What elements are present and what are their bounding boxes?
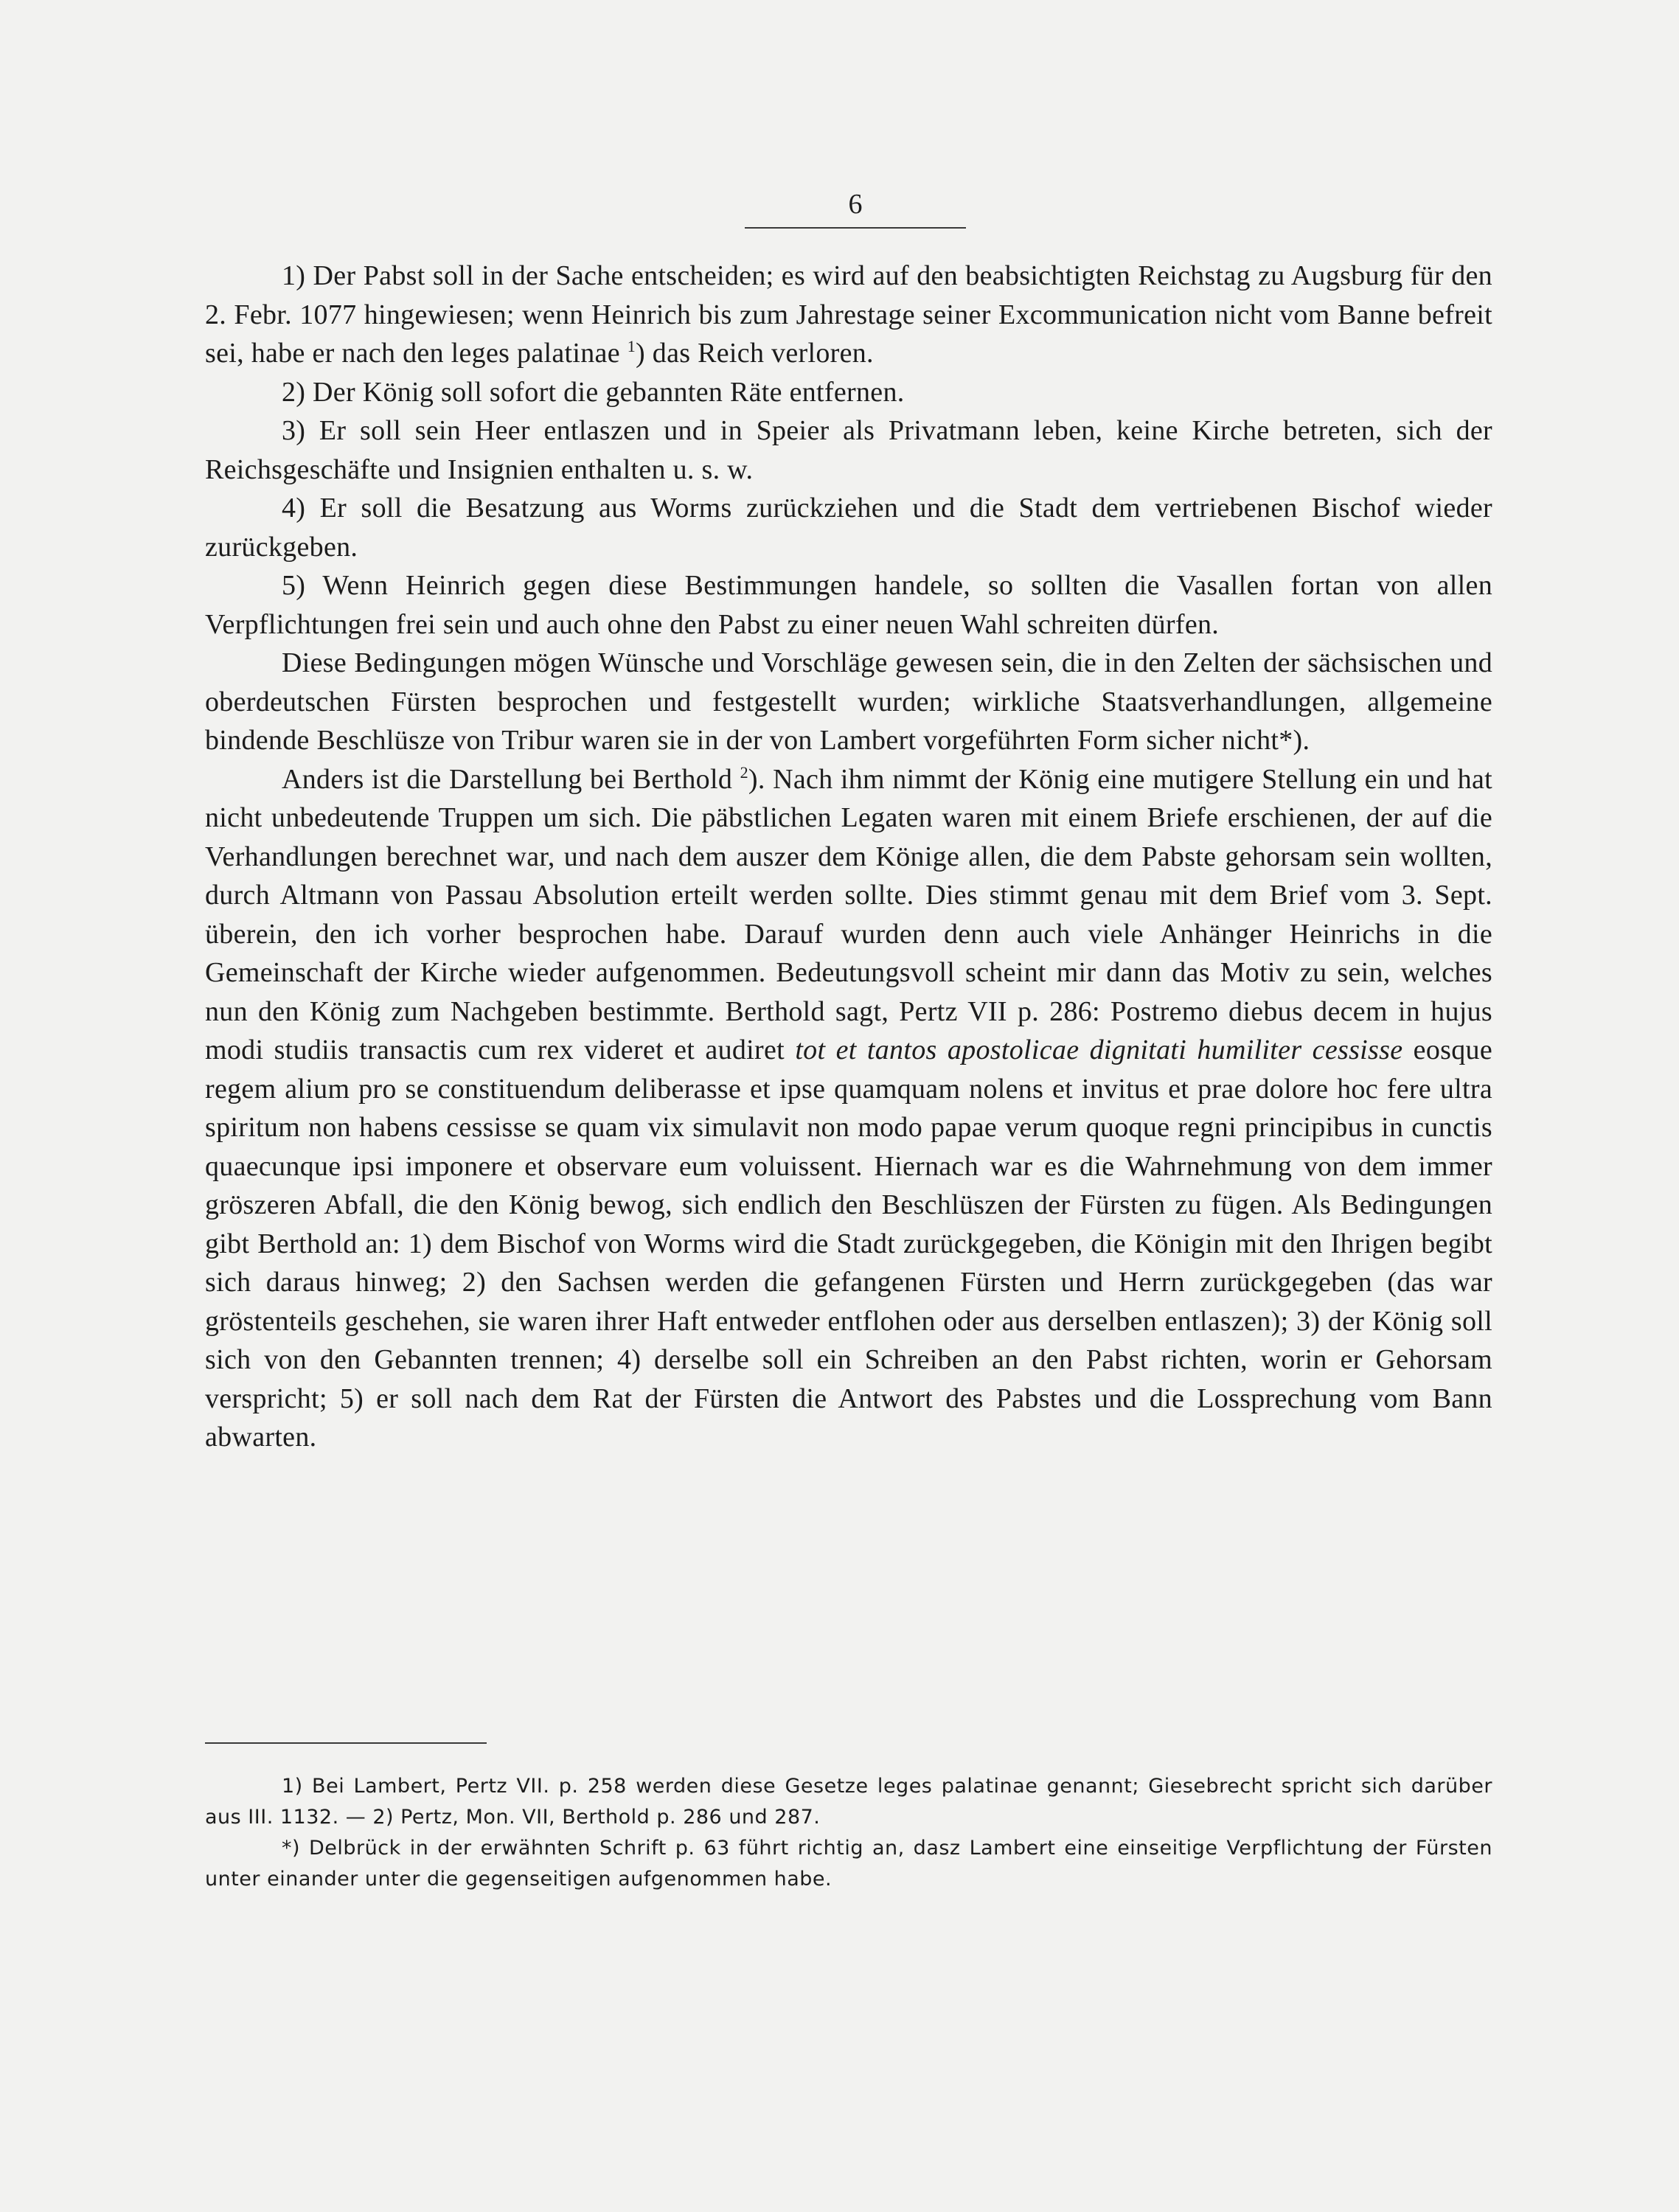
page-number: 6	[848, 189, 863, 220]
latin-quote-italic: tot et tantos apostolicae dignitati humiliter cessisse	[795, 1034, 1403, 1065]
body-text	[205, 257, 1492, 1457]
footnote-1-2: 1) Bei Lambert, Pertz VII. p. 258 werden diese Gesetze leges palatinae genannt; Giesebrecht spricht sich darüber aus III. 1132. — 2) Pertz, Mon. VII, Berthold p. 286 und 287.	[205, 1775, 1492, 1829]
paragraph-condition-5: 5) Wenn Heinrich gegen diese Bestimmungen handele, so sollten die Vasallen fortan von allen Verpflichtungen frei sein und auch ohne den Pabst zu einer neuen Wahl schreiten dürfen.	[205, 570, 1492, 640]
footnote-ref-1: 1	[627, 337, 636, 355]
paragraph-condition-3: 3) Er soll sein Heer entlaszen und in Speier als Privatmann leben, keine Kirche betreten, sich der Reichsgeschäfte und Insignien enthalten u. s. w.	[205, 415, 1492, 485]
text-segment: ). Nach ihm nimmt der König eine mutigere Stellung ein und hat nicht unbedeutende Truppen um sich. Die päbstlichen Legaten waren mit einem Briefe erschienen, der auf die Verhandlungen berechnet war, und nach dem auszer dem Könige allen, die dem Pabste gehorsam sein wollten, durch Altmann von Passau Absolution erteilt werden sollte. Dies stimmt genau mit dem Brief vom 3. Sept. überein, den ich vorher besprochen habe. Darauf wurden denn auch viele Anhänger Heinrichs in die Gemeinschaft der Kirche wieder aufgenommen. Bedeutungsvoll scheint mir dann das Motiv zu sein, welches nun den König zum Nachgeben bestimmte. Berthold sagt, Pertz VII p. 286: Postremo diebus decem in hujus modi studiis transactis cum rex videret et audiret	[205, 763, 1492, 1065]
text-segment: eosque regem alium pro se constituendum deliberasse et ipse quamquam nolens et invitus et prae dolore hoc fere ultra spiritum non habens cessisse se quam vix simulavit non modo papae verum quoque regni principibus in cunctis quaecunque ipsi imponere et observare eum voluissent. Hiernach war es die Wahrnehmung von dem immer gröszeren Abfall, die den König bewog, sich endlich den Beschlüszen der Fürsten zu fügen. Als Bedingungen gibt Berthold an: 1) dem Bischof von Worms wird die Stadt zurückgegeben, die Königin mit den Ihrigen begibt sich daraus hinweg; 2) den Sachsen werden die gefangenen Fürsten und Herrn zurückgegeben (das war gröstenteils geschehen, sie waren ihrer Haft entweder entflohen oder aus derselben entlaszen); 3) der König soll sich von den Gebannten trennen; 4) derselbe soll ein Schreiben an den Pabst richten, worin er Gehorsam verspricht; 5) er soll nach dem Rat der Fürsten die Antwort des Pabstes und die Lossprechung vom Bann abwarten.	[205, 1034, 1492, 1453]
paragraph-condition-2: 2) Der König soll sofort die gebannten Räte entfernen.	[282, 376, 905, 408]
header-rule	[745, 227, 966, 229]
paragraph-condition-1	[205, 257, 1492, 373]
text-segment: ) das Reich verloren.	[636, 338, 874, 369]
text-segment: 1) Der Pabst soll in der Sache entscheiden; es wird auf den beabsichtigten Reichstag zu Augsburg für den 2. Febr. 1077 hingewiesen; wenn Heinrich bis zum Jahrestage seiner Excommunication nicht vom Banne befreit sei, habe er nach den leges palatinae	[205, 260, 1492, 369]
footnote-star: *) Delbrück in der erwähnten Schrift p. 63 führt richtig an, dasz Lambert eine einseitige Verpflichtung der Fürsten unter einander unter die gegenseitigen aufgenommen habe.	[205, 1837, 1492, 1891]
footnotes	[205, 1771, 1492, 1895]
paragraph-condition-4: 4) Er soll die Besatzung aus Worms zurückziehen und die Stadt dem vertriebenen Bischof wieder zurückgeben.	[205, 493, 1492, 563]
text-segment: Anders ist die Darstellung bei Berthold	[282, 763, 733, 795]
footnote-ref-2: 2	[740, 762, 748, 782]
paragraph-berthold	[205, 760, 1492, 1457]
footnote-rule	[205, 1742, 487, 1744]
paragraph-assessment: Diese Bedingungen mögen Wünsche und Vorschläge gewesen sein, die in den Zelten der sächsischen und oberdeutschen Fürsten besprochen und festgestellt wurden; wirkliche Staatsverhandlungen, allgemeine bindende Beschlüsze von Tribur waren sie in der von Lambert vorgeführten Form sicher nicht*).	[205, 647, 1492, 756]
